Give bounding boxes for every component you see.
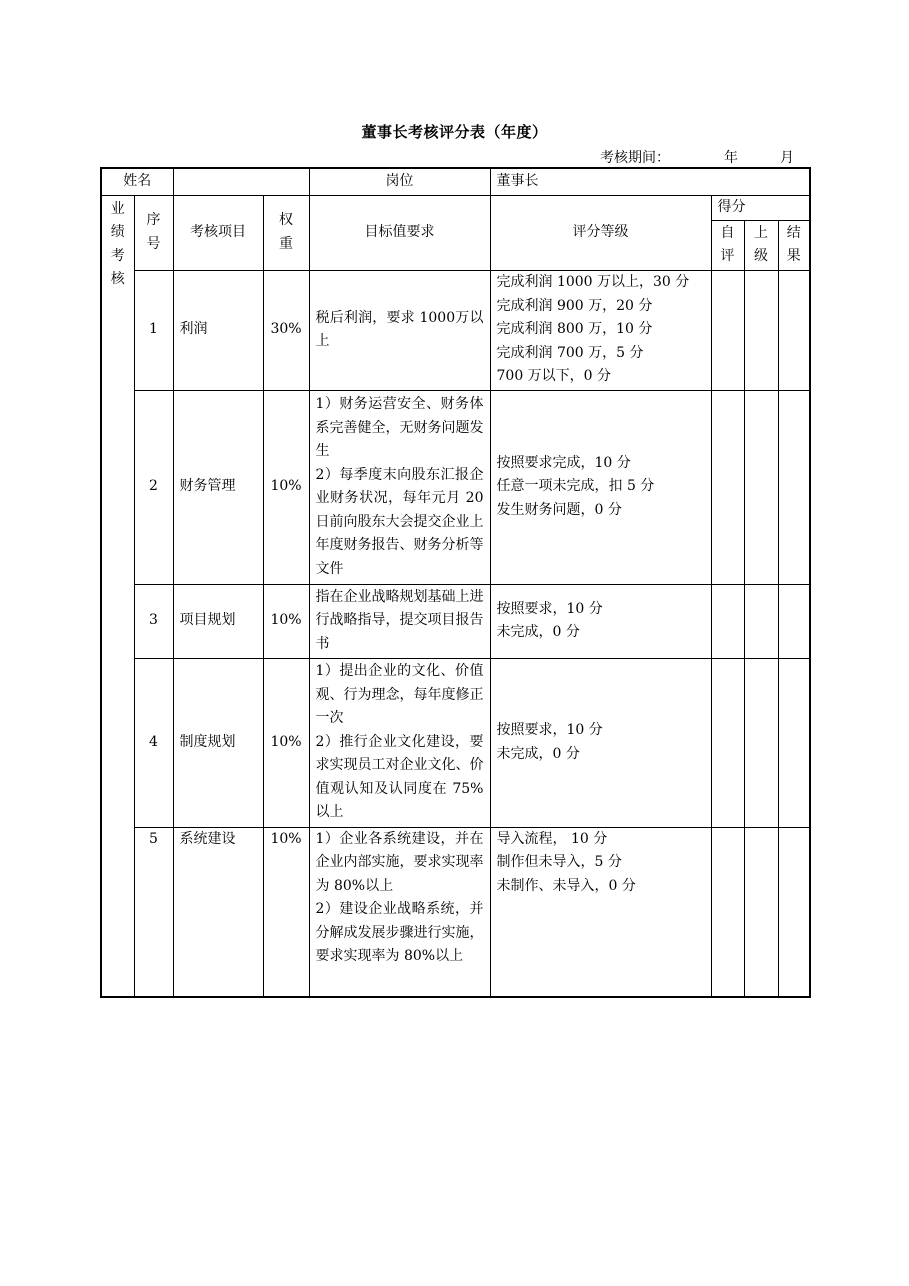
col-grade: 评分等级 — [490, 195, 711, 270]
row-result-score[interactable] — [778, 827, 810, 997]
row-item: 项目规划 — [173, 584, 263, 658]
row-result-score[interactable] — [778, 390, 810, 584]
row-grade: 按照要求完成，10 分 任意一项未完成，扣 5 分 发生财务问题，0 分 — [490, 390, 711, 584]
post-value: 董事长 — [490, 168, 810, 195]
row-self-score[interactable] — [711, 270, 744, 390]
col-target: 目标值要求 — [309, 195, 490, 270]
score-table — [100, 167, 811, 998]
row-item: 财务管理 — [173, 390, 263, 584]
row-result-score[interactable] — [778, 584, 810, 658]
row-seq: 5 — [134, 827, 173, 997]
table-row — [101, 390, 810, 584]
row-self-score[interactable] — [711, 827, 744, 997]
row-target: 指在企业战略规划基础上进行战略指导，提交项目报告书 — [309, 584, 490, 658]
row-self-score[interactable] — [711, 658, 744, 827]
row-grade: 完成利润 1000 万以上，30 分 完成利润 900 万，20 分 完成利润 800 万，10 分 完成利润 700 万，5 分 700 万以下，0 分 — [490, 270, 711, 390]
row-superior-score[interactable] — [744, 827, 778, 997]
period-year: 年 — [724, 150, 738, 166]
row-item: 系统建设 — [173, 827, 263, 997]
row-weight: 10% — [263, 584, 309, 658]
col-result-score: 结 果 — [778, 220, 810, 270]
post-label: 岗位 — [309, 168, 490, 195]
row-target: 1）财务运营安全、财务体系完善健全，无财务问题发生 2）每季度末向股东汇报企业财务状况，每年元月 20 日前向股东大会提交企业上年度财务报告、财务分析等文件 — [309, 390, 490, 584]
row-target: 1）企业各系统建设，并在企业内部实施，要求实现率为 80%以上 2）建设企业战略系统，并分解成发展步骤进行实施，要求实现率为 80%以上 — [309, 827, 490, 997]
row-item: 利润 — [173, 270, 263, 390]
row-target: 税后利润，要求 1000万以上 — [309, 270, 490, 390]
name-label: 姓名 — [101, 168, 173, 195]
row-seq: 4 — [134, 658, 173, 827]
row-result-score[interactable] — [778, 270, 810, 390]
row-superior-score[interactable] — [744, 270, 778, 390]
table-row — [101, 827, 810, 997]
header-row-columns — [101, 195, 810, 220]
row-superior-score[interactable] — [744, 658, 778, 827]
table-row — [101, 658, 810, 827]
row-item: 制度规划 — [173, 658, 263, 827]
row-weight: 10% — [263, 658, 309, 827]
section-label: 业 绩 考 核 — [101, 195, 134, 997]
col-superior-score: 上 级 — [744, 220, 778, 270]
col-score: 得分 — [711, 195, 810, 220]
col-self-score: 自 评 — [711, 220, 744, 270]
row-grade: 按照要求，10 分 未完成，0 分 — [490, 658, 711, 827]
row-weight: 10% — [263, 390, 309, 584]
row-result-score[interactable] — [778, 658, 810, 827]
row-superior-score[interactable] — [744, 584, 778, 658]
col-weight: 权 重 — [263, 195, 309, 270]
name-value-cell[interactable] — [173, 168, 309, 195]
table-row — [101, 584, 810, 658]
row-seq: 2 — [134, 390, 173, 584]
period-label: 考核期间： — [600, 150, 670, 166]
row-seq: 1 — [134, 270, 173, 390]
row-seq: 3 — [134, 584, 173, 658]
row-grade: 按照要求，10 分 未完成，0 分 — [490, 584, 711, 658]
row-target: 1）提出企业的文化、价值观、行为理念，每年度修正一次 2）推行企业文化建设，要求实现员工对企业文化、价值观认知及认同度在 75%以上 — [309, 658, 490, 827]
row-self-score[interactable] — [711, 584, 744, 658]
row-superior-score[interactable] — [744, 390, 778, 584]
row-weight: 10% — [263, 827, 309, 997]
period-month: 月 — [780, 150, 794, 166]
col-seq: 序 号 — [134, 195, 173, 270]
row-self-score[interactable] — [711, 390, 744, 584]
col-item: 考核项目 — [173, 195, 263, 270]
header-row-name — [101, 168, 810, 195]
table-row — [101, 270, 810, 390]
row-weight: 30% — [263, 270, 309, 390]
page-title: 董事长考核评分表（年度） — [361, 123, 548, 141]
row-grade: 导入流程， 10 分 制作但未导入，5 分 未制作、未导入，0 分 — [490, 827, 711, 997]
